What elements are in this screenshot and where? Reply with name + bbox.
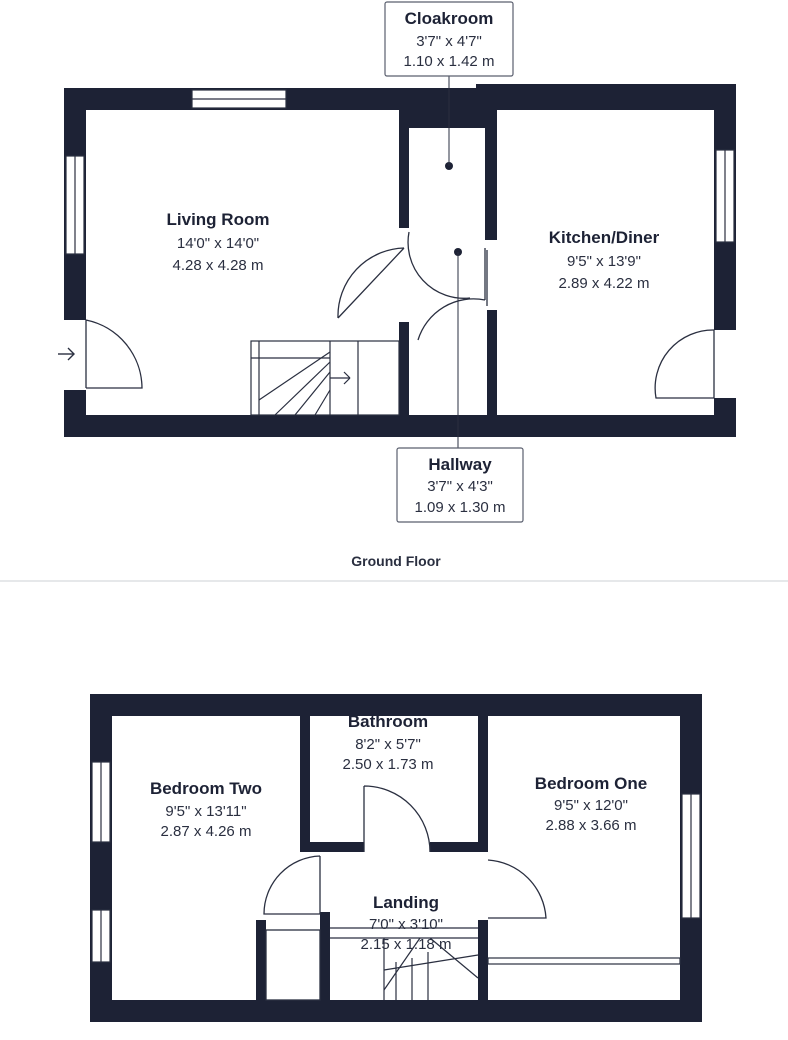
living-room-metric: 4.28 x 4.28 m [172,257,264,274]
hallway-imperial: 3'7" x 4'3" [427,478,493,495]
bedroom-one-imperial: 9'5" x 12'0" [554,797,628,814]
ground-floor-label: Ground Floor [351,553,441,569]
cloakroom-metric: 1.10 x 1.42 m [403,53,495,70]
bedroom-two-metric: 2.87 x 4.26 m [160,823,252,840]
wardrobe [488,958,680,964]
hallway-metric: 1.09 x 1.30 m [414,499,506,516]
landing-imperial: 7'0" x 3'10" [369,916,443,933]
ground-floor [58,2,736,569]
bathroom-metric: 2.50 x 1.73 m [342,756,434,773]
living-room-name: Living Room [166,210,270,229]
kitchen-metric: 2.89 x 4.22 m [558,275,650,292]
entry-arrow-icon [58,348,74,360]
kitchen-imperial: 9'5" x 13'9" [567,253,641,270]
landing-name: Landing [372,893,440,912]
kitchen-name: Kitchen/Diner [548,228,660,247]
bedroom-two-imperial: 9'5" x 13'11" [165,803,247,820]
cloakroom-imperial: 3'7" x 4'7" [416,33,482,50]
ground-floor-stairs [251,341,399,415]
hallway-name: Hallway [428,455,492,474]
bedroom-one-metric: 2.88 x 3.66 m [545,817,637,834]
cloakroom-callout [385,2,513,76]
hallway-callout [397,448,523,522]
bathroom-imperial: 8'2" x 5'7" [355,736,421,753]
bedroom-two-name: Bedroom Two [149,779,263,798]
bathroom-name: Bathroom [347,712,429,731]
landing-metric: 2.15 x 1.18 m [360,936,452,953]
living-room-imperial: 14'0" x 14'0" [176,235,260,252]
first-floor [90,694,702,1022]
bedroom-one-name: Bedroom One [534,774,648,793]
cloakroom-name: Cloakroom [404,9,494,28]
